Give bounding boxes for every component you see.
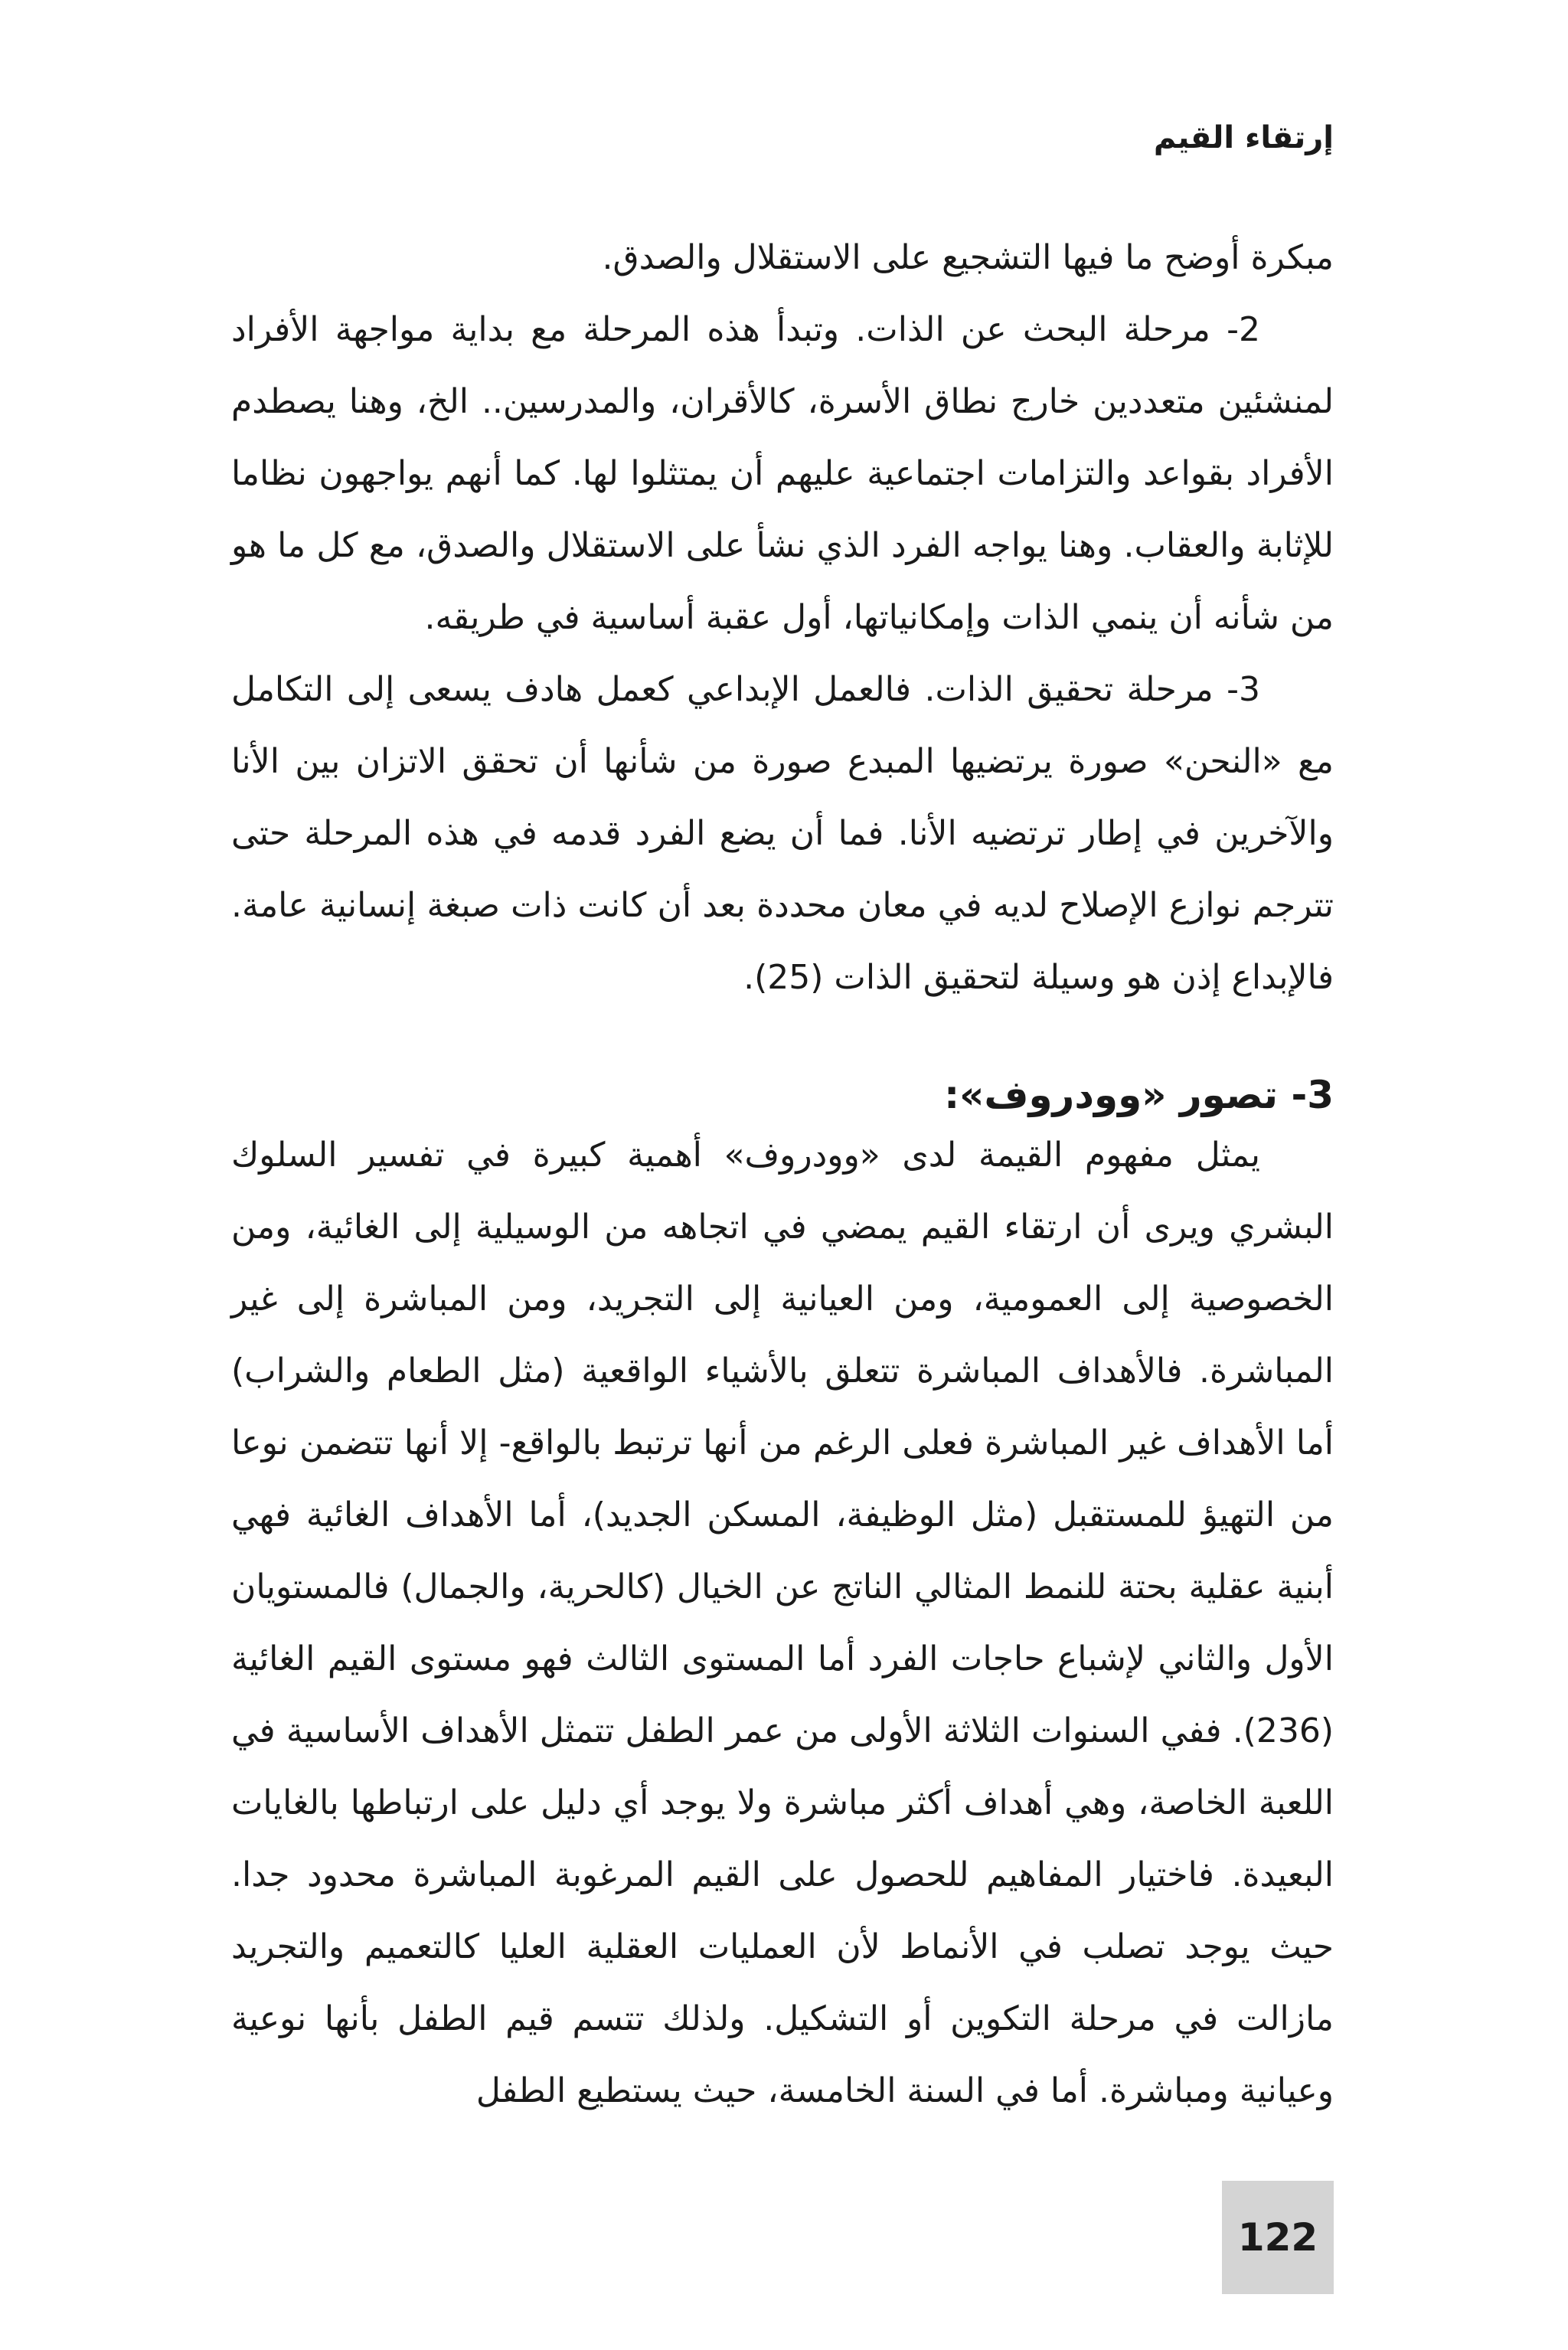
body-text-top: [231, 222, 1334, 1014]
page-number-box: [1222, 2181, 1334, 2294]
running-header-title: إرتقاء القيم: [1153, 120, 1334, 155]
paragraph-continuation: مبكرة أوضح ما فيها التشجيع على الاستقلال والصدق.: [602, 238, 1334, 277]
paragraph-stage-3: 3- مرحلة تحقيق الذات. فالعمل الإبداعي كعمل هادف يسعى إلى التكامل مع «النحن» صورة يرتضيها المبدع صورة من شأنها أن تحقق الاتزان بين الأنا والآخرين في إطار ترتضيه الأنا. فما أن يضع الفرد قدمه في هذه المرحلة حتى تترجم نوازع الإصلاح لديه في معان محددة بعد أن كانت ذات صبغة إنسانية عامة. فالإبداع إذن هو وسيلة لتحقيق الذات (25).: [231, 670, 1334, 997]
paragraph-stage-2: 2- مرحلة البحث عن الذات. وتبدأ هذه المرحلة مع بداية مواجهة الأفراد لمنشئين متعددين خارج نطاق الأسرة، كالأقران، والمدرسين.. الخ، وهنا يصطدم الأفراد بقواعد والتزامات اجتماعية عليهم أن يمتثلوا لها. كما أنهم يواجهون نظاما للإثابة والعقاب. وهنا يواجه الفرد الذي نشأ على الاستقلال والصدق، مع كل ما هو من شأنه أن ينمي الذات وإمكانياتها، أول عقبة أساسية في طريقه.: [231, 310, 1334, 637]
page-number: 122: [1237, 2215, 1318, 2260]
paragraph-woodruff: يمثل مفهوم القيمة لدى «وودروف» أهمية كبيرة في تفسير السلوك البشري ويرى أن ارتقاء القيم يمضي في اتجاهه من الوسيلية إلى الغائية، ومن الخصوصية إلى العمومية، ومن العيانية إلى التجريد، ومن المباشرة إلى غير المباشرة. فالأهداف المباشرة تتعلق بالأشياء الواقعية (مثل الطعام والشراب) أما الأهداف غير المباشرة فعلى الرغم من أنها ترتبط بالواقع- إلا أنها تتضمن نوعا من التهيؤ للمستقبل (مثل الوظيفة، المسكن الجديد)، أما الأهداف الغائية فهي أبنية عقلية بحتة للنمط المثالي الناتج عن الخيال (كالحرية، والجمال) فالمستويان الأول والثاني لإشباع حاجات الفرد أما المستوى الثالث فهو مستوى القيم الغائية (236). ففي السنوات الثلاثة الأولى من عمر الطفل تتمثل الأهداف الأساسية في اللعبة الخاصة، وهي أهداف أكثر مباشرة ولا يوجد أي دليل على ارتباطها بالغايات البعيدة. فاختيار المفاهيم للحصول على القيم المرغوبة المباشرة محدود جدا. حيث يوجد تصلب في الأنماط لأن العمليات العقلية العليا كالتعميم والتجريد مازالت في مرحلة التكوين أو التشكيل. ولذلك تتسم قيم الطفل بأنها نوعية وعيانية ومباشرة. أما في السنة الخامسة، حيث يستطيع الطفل: [231, 1136, 1334, 2110]
body-text-bottom: [231, 1119, 1334, 2127]
section-heading: 3- تصور «وودروف»:: [944, 1073, 1334, 1117]
